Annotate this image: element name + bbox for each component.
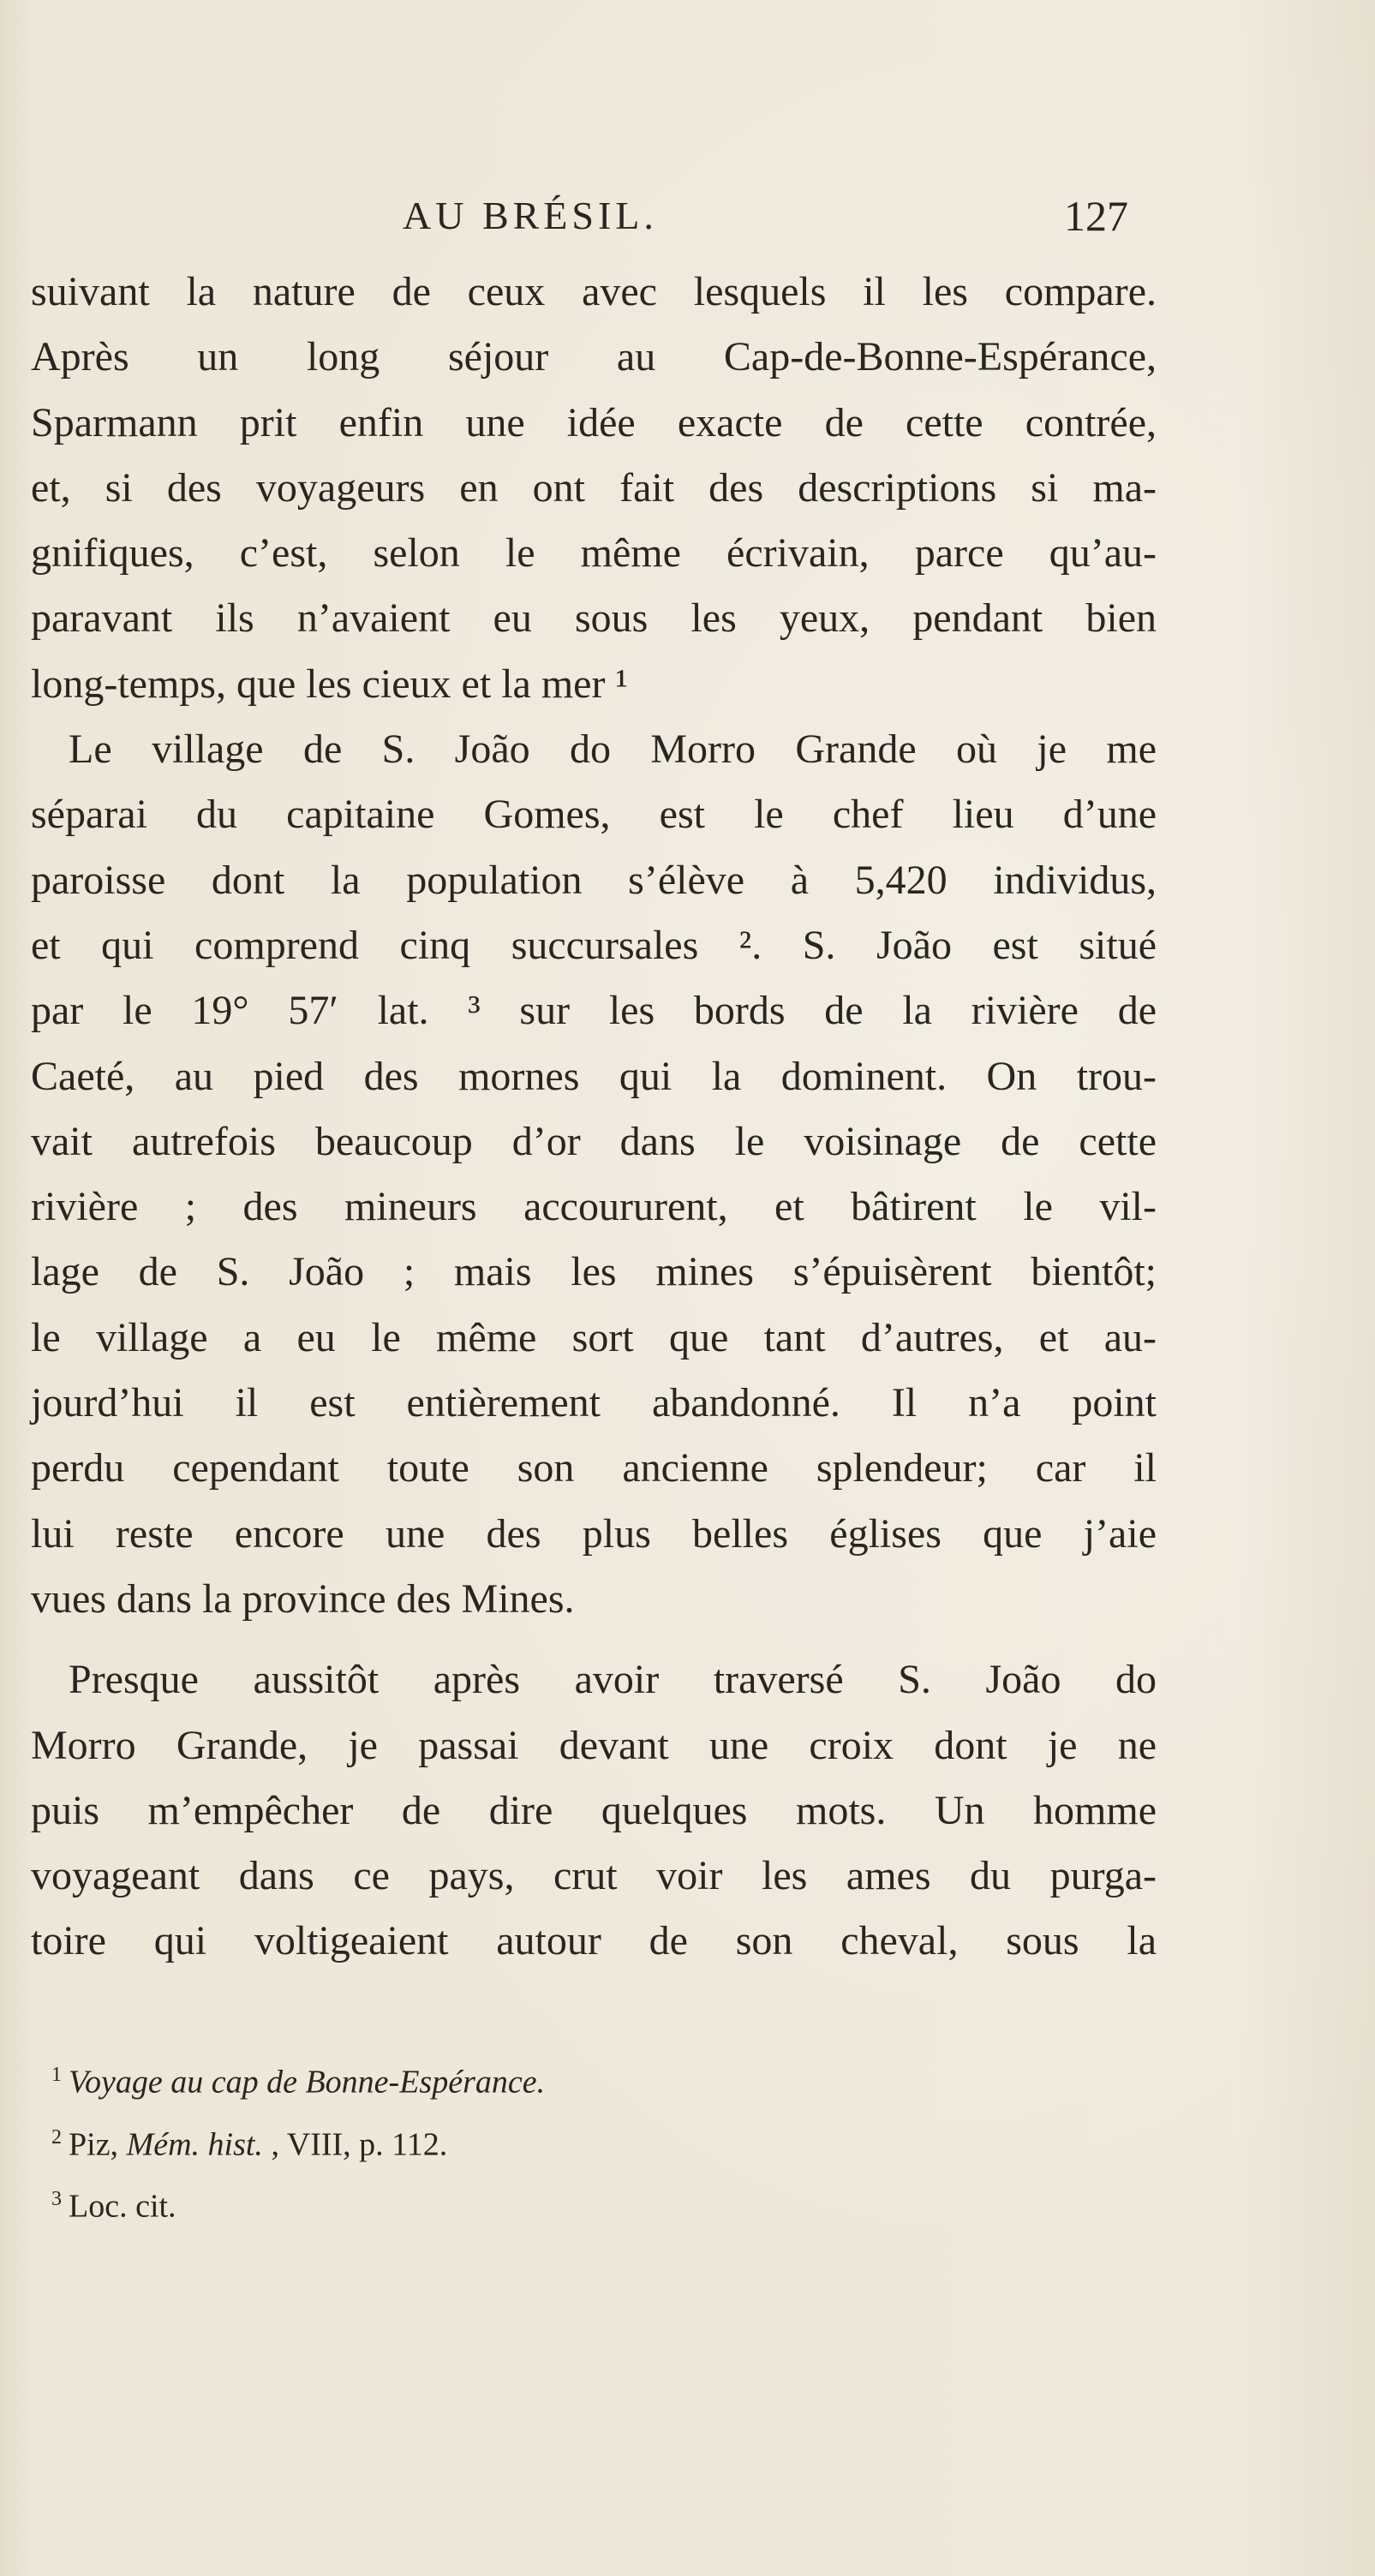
text-line: perdu cependant toute son ancienne splendeur; car il [31, 1445, 1157, 1491]
text-line: et, si des voyageurs en ont fait des descriptions si ma- [31, 464, 1157, 511]
paragraph-gap [31, 1632, 1157, 1647]
text-line: le village a eu le même sort que tant d’autres, et au- [31, 1314, 1157, 1360]
paragraph-2 [31, 717, 1157, 1632]
text-line: paroisse dont la population s’élève à 5,420 individus, [31, 857, 1157, 903]
running-head [0, 190, 1375, 242]
text-line: puis m’empêcher de dire quelques mots. Un homme [31, 1787, 1157, 1833]
text-line: suivant la nature de ceux avec lesquels il les compare. [31, 269, 1157, 314]
footnote-text: Loc. cit. [69, 2188, 176, 2225]
page-number: 127 [1064, 192, 1128, 240]
text-line: lage de S. João ; mais les mines s’épuisèrent bientôt; [31, 1249, 1157, 1295]
footnote-2 [51, 2110, 994, 2173]
text-line: Presque aussitôt après avoir traversé S. João do [69, 1657, 1157, 1703]
footnote-3 [51, 2172, 994, 2234]
text-line: rivière ; des mineurs accoururent, et bâtirent le vil- [31, 1184, 1157, 1230]
text-line: vait autrefois beaucoup d’or dans le voisinage de cette [31, 1118, 1157, 1164]
text-line: et qui comprend cinq succursales ². S. João est situé [31, 922, 1157, 968]
footnote-text: Voyage au cap de Bonne-Espérance. [69, 2064, 546, 2101]
text-line: gnifiques, c’est, selon le même écrivain, parce qu’au- [31, 530, 1157, 577]
footnotes [51, 2047, 994, 2234]
text-line: Après un long séjour au Cap-de-Bonne-Espérance, [31, 334, 1157, 380]
text-line: Morro Grande, je passai devant une croix dont je ne [31, 1722, 1157, 1768]
footnote-text-prefix: Piz, [69, 2126, 127, 2163]
text-line: long-temps, que les cieux et la mer ¹ [31, 660, 628, 707]
body-text [31, 260, 1157, 1975]
footnote-marker: 1 [51, 2064, 62, 2086]
paragraph-3 [31, 1647, 1157, 1974]
footnote-text-suffix: , VIII, p. 112. [262, 2126, 448, 2163]
footnote-marker: 2 [51, 2125, 62, 2149]
text-line: voyageant dans ce pays, crut voir les ames du purga- [31, 1853, 1157, 1899]
text-line: paravant ils n’avaient eu sous les yeux, pendant bien [31, 595, 1157, 642]
text-line: vues dans la province des Mines. [31, 1575, 575, 1622]
text-line: lui reste encore une des plus belles églises que j’aie [31, 1510, 1157, 1557]
footnote-marker: 3 [51, 2188, 62, 2211]
text-line: Le village de S. João do Morro Grande où je me [69, 726, 1157, 773]
text-line: Caeté, au pied des mornes qui la dominent. On trou- [31, 1053, 1157, 1099]
text-line: Sparmann prit enfin une idée exacte de cette contrée, [31, 399, 1157, 445]
footnote-1 [51, 2047, 994, 2110]
running-title: AU BRÉSIL. [403, 194, 658, 237]
text-line: par le 19° 57′ lat. ³ sur les bords de la rivière de [31, 988, 1157, 1034]
footnote-text-italic: Mém. hist. [126, 2126, 263, 2163]
text-line: jourd’hui il est entièrement abandonné. Il n’a point [31, 1380, 1157, 1426]
text-line: séparai du capitaine Gomes, est le chef lieu d’une [31, 792, 1157, 838]
text-line: toire qui voltigeaient autour de son cheval, sous la [31, 1918, 1157, 1964]
paragraph-1 [31, 260, 1157, 717]
